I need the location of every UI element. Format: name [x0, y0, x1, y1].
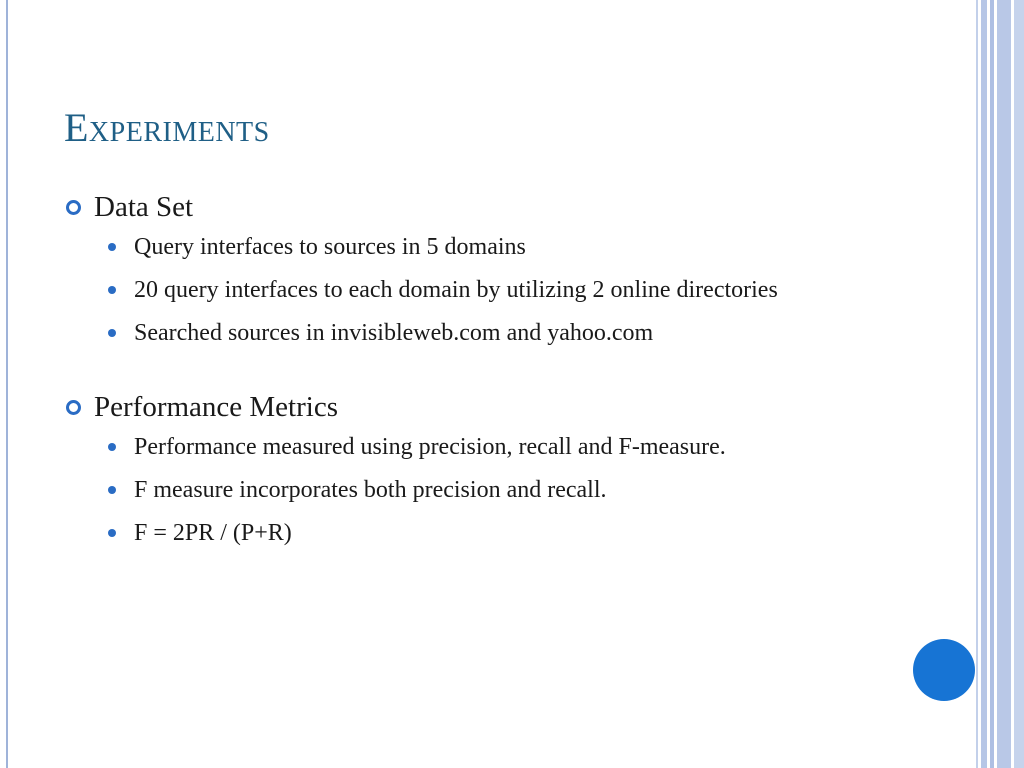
right-stripe — [997, 0, 1011, 768]
slide-content — [64, 188, 894, 588]
dot-bullet-icon — [108, 486, 116, 494]
ring-bullet-icon — [66, 200, 81, 215]
bullet-list — [64, 230, 894, 350]
slide-title: Experiments — [64, 105, 270, 150]
dot-bullet-icon — [108, 286, 116, 294]
list-item — [104, 273, 894, 307]
left-border-line — [6, 0, 8, 768]
list-item — [104, 430, 894, 464]
right-stripe — [1014, 0, 1024, 768]
section-performance-metrics — [64, 388, 894, 550]
section-data-set — [64, 188, 894, 350]
list-item — [104, 516, 894, 550]
section-heading-label: Performance Metrics — [94, 391, 338, 423]
dot-bullet-icon — [108, 529, 116, 537]
section-heading-label: Data Set — [94, 191, 194, 223]
list-item-text: F measure incorporates both precision and recall. — [134, 477, 607, 503]
section-heading — [64, 388, 894, 426]
list-item-text: 20 query interfaces to each domain by utilizing 2 online directories — [134, 277, 778, 303]
right-stripe — [990, 0, 994, 768]
nav-circle-button[interactable] — [913, 639, 975, 701]
dot-bullet-icon — [108, 443, 116, 451]
list-item-text: Searched sources in invisibleweb.com and yahoo.com — [134, 320, 654, 346]
list-item — [104, 316, 894, 350]
list-item-text: F = 2PR / (P+R) — [134, 520, 292, 546]
list-item — [104, 473, 894, 507]
ring-bullet-icon — [66, 400, 81, 415]
dot-bullet-icon — [108, 243, 116, 251]
dot-bullet-icon — [108, 329, 116, 337]
list-item-text: Query interfaces to sources in 5 domains — [134, 234, 526, 260]
list-item — [104, 230, 894, 264]
right-stripe — [976, 0, 978, 768]
bullet-list — [64, 430, 894, 550]
right-stripe — [981, 0, 987, 768]
section-heading — [64, 188, 894, 226]
list-item-text: Performance measured using precision, recall and F-measure. — [134, 434, 726, 460]
